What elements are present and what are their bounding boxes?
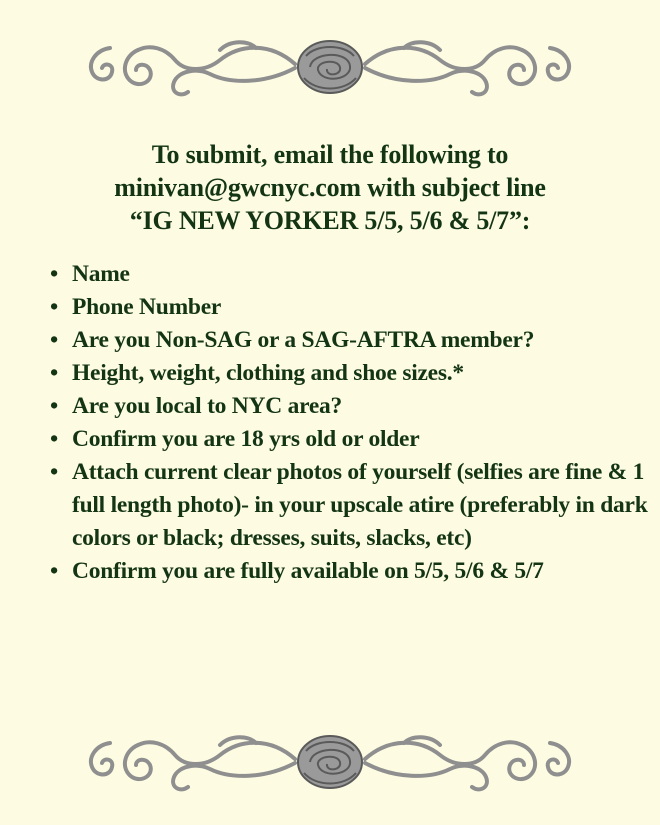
list-item: [50, 456, 650, 555]
bullet-icon: •: [50, 327, 58, 353]
bullet-icon: •: [50, 261, 58, 287]
list-item-text: Name: [72, 261, 130, 287]
list-item-text: Attach current clear photos of yourself (selfies are fine & 1 full length photo)- in your upscale atire (preferably in dark colors or black; dresses, suits, slacks, etc): [72, 459, 648, 551]
bullet-icon: •: [50, 426, 58, 452]
list-item: [50, 555, 650, 588]
top-rose-flourish-icon: [80, 22, 580, 102]
list-item-text: Are you Non-SAG or a SAG-AFTRA member?: [72, 327, 535, 353]
list-item-text: Phone Number: [72, 294, 222, 320]
list-item: [50, 291, 650, 324]
bullet-icon: •: [50, 558, 58, 584]
requirements-list: [50, 258, 650, 588]
list-item-text: Height, weight, clothing and shoe sizes.*: [72, 360, 464, 386]
list-item: [50, 258, 650, 291]
heading-line-2: minivan@gwcnyc.com with subject line: [114, 173, 546, 202]
list-item-text: Confirm you are fully available on 5/5, 5/6 & 5/7: [72, 558, 544, 584]
bullet-icon: •: [50, 360, 58, 386]
heading-line-3: “IG NEW YORKER 5/5, 5/6 & 5/7”:: [129, 206, 531, 235]
heading-line-1: To submit, email the following to: [151, 140, 509, 169]
list-item: [50, 324, 650, 357]
bullet-icon: •: [50, 393, 58, 419]
bullet-icon: •: [50, 294, 58, 320]
list-item: [50, 357, 650, 390]
submission-instructions-heading: [0, 138, 660, 237]
list-item: [50, 423, 650, 456]
list-item-text: Confirm you are 18 yrs old or older: [72, 426, 420, 452]
bullet-icon: •: [50, 459, 58, 485]
list-item: [50, 390, 650, 423]
list-item-text: Are you local to NYC area?: [72, 393, 343, 419]
bottom-rose-flourish-icon: [80, 717, 580, 797]
